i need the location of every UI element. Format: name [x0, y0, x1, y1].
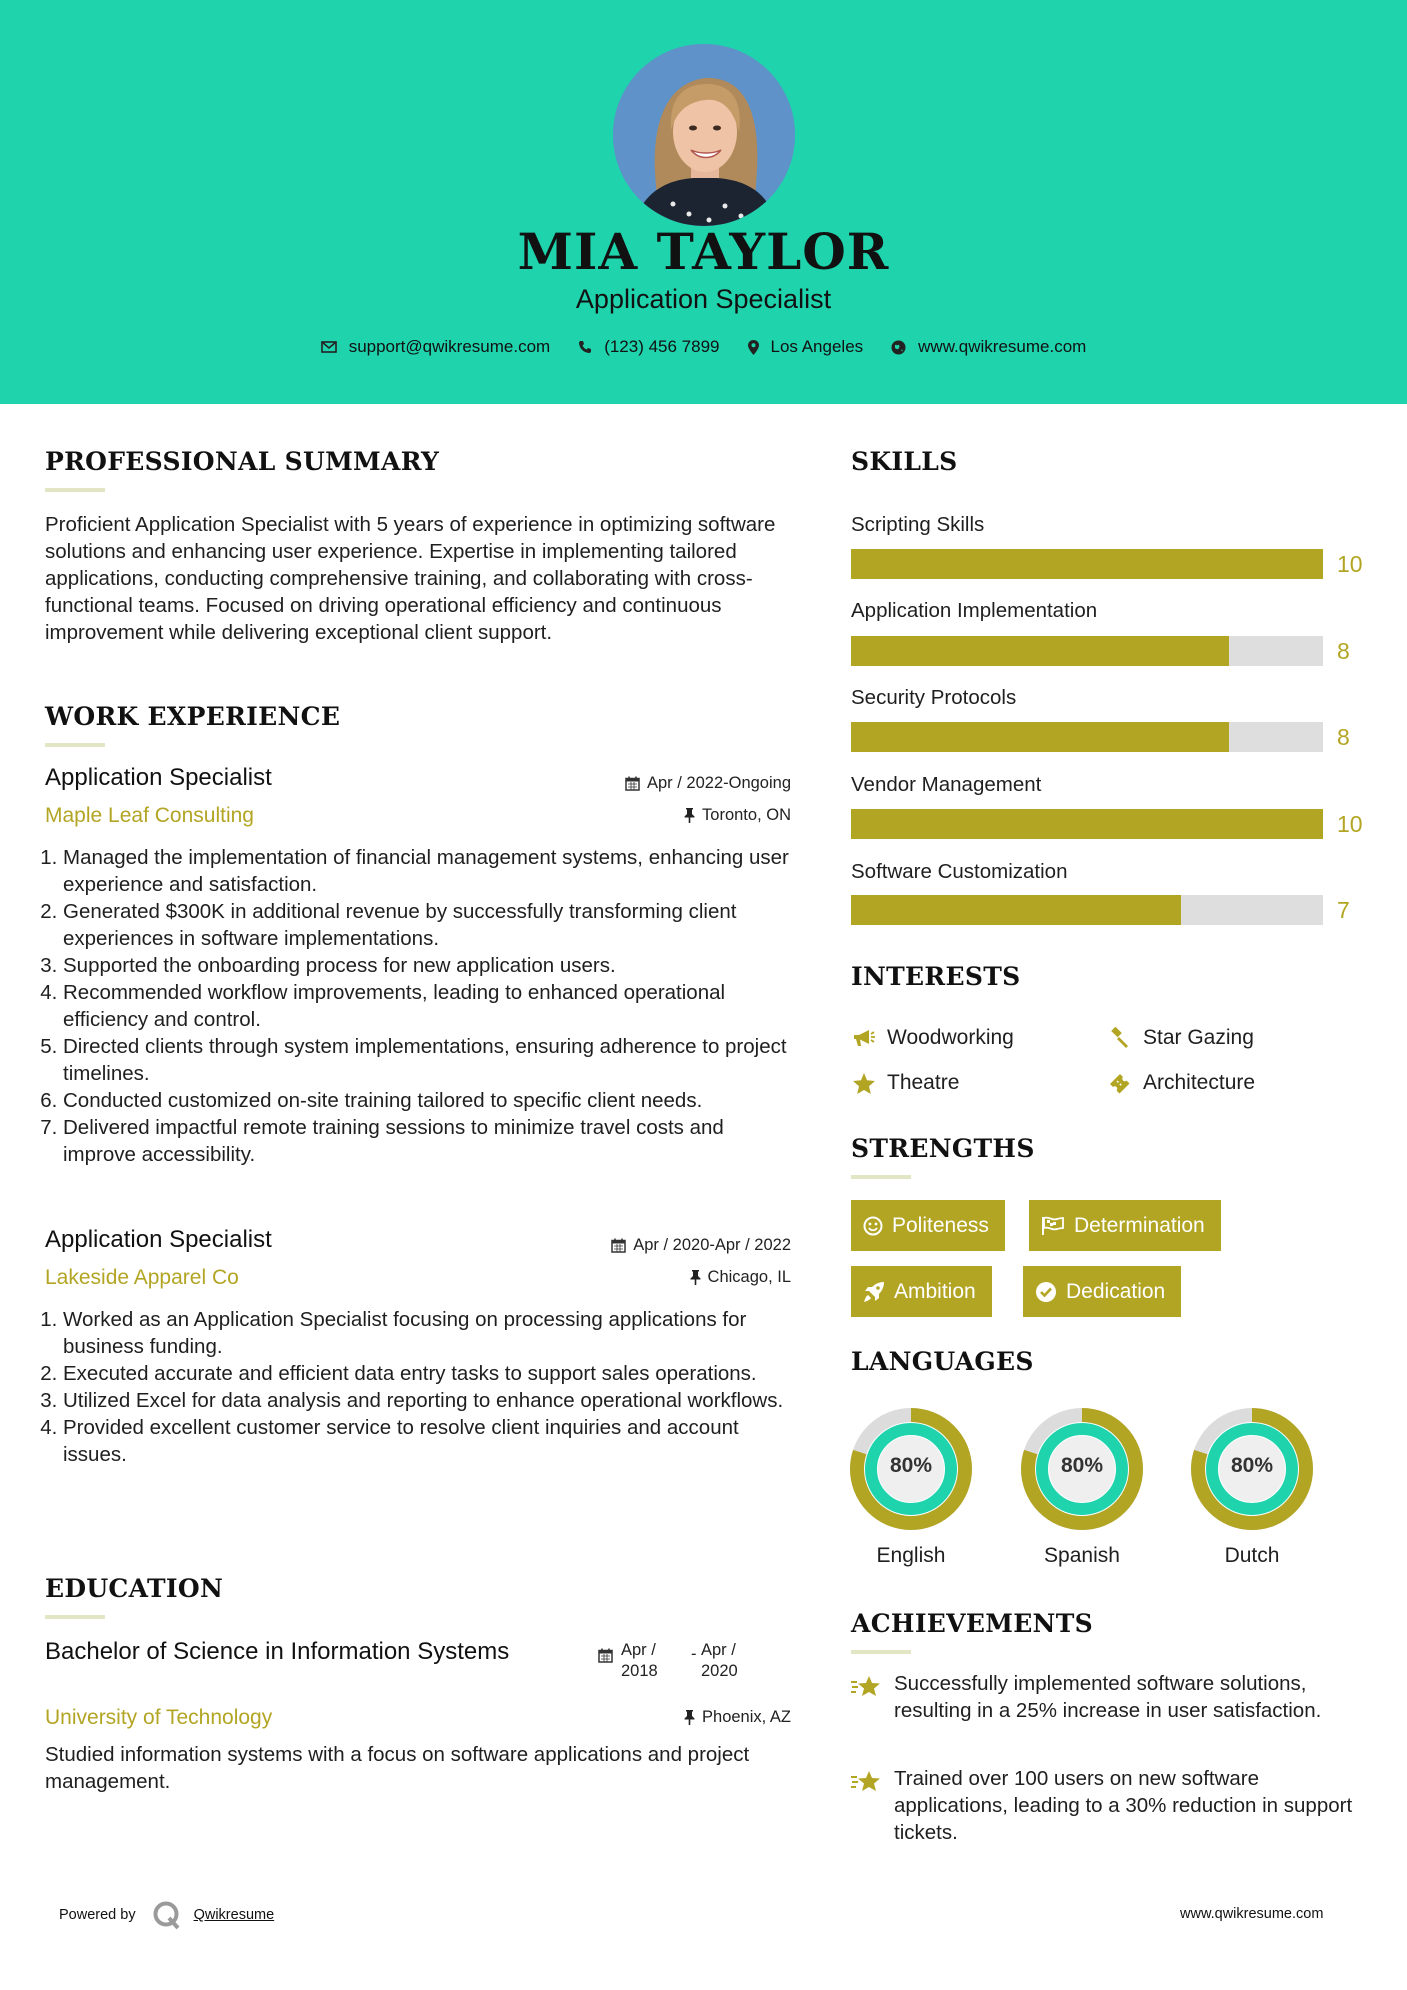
achievements-underline [851, 1650, 911, 1654]
skill-bar [851, 809, 1323, 839]
interest-item [851, 1026, 1014, 1050]
job-title: Application Specialist [45, 764, 272, 791]
achievements-heading: ACHIEVEMENTS [851, 1609, 1093, 1638]
job-location [500, 806, 791, 825]
location-text: Los Angeles [770, 337, 864, 356]
language-ring [850, 1408, 972, 1530]
qwikresume-logo-icon [152, 1900, 182, 1930]
strength-badge [1023, 1266, 1181, 1317]
skill-bar-fill [851, 895, 1181, 925]
language-ring [1021, 1408, 1143, 1530]
calendar-icon [625, 776, 640, 791]
strength-badge [851, 1200, 1005, 1251]
contact-location [748, 337, 864, 357]
website-text: www.qwikresume.com [918, 337, 1087, 356]
education-dates [598, 1640, 738, 1682]
strength-label: Dedication [1066, 1279, 1166, 1303]
interest-label: Architecture [1143, 1071, 1256, 1094]
flag-icon [1041, 1216, 1065, 1236]
shooting-star-icon [849, 1670, 885, 1702]
list-item: 2. Generated $300K in additional revenue by successfully transforming client experiences in software implementations. [63, 898, 795, 952]
list-item: 1. Managed the implementation of financial management systems, enhancing user experience and satisfaction. [63, 844, 795, 898]
interest-label: Star Gazing [1143, 1026, 1254, 1049]
language-percent: 80% [1230, 1454, 1274, 1477]
job-dates-text: Apr / 2022-Ongoing [646, 774, 791, 792]
list-item: 4. Recommended workflow improvements, leading to enhanced operational efficiency and control. [63, 979, 795, 1033]
skill-value: 7 [1337, 897, 1350, 923]
resume-header [0, 0, 1407, 404]
skill-bar-fill [851, 722, 1229, 752]
star-icon [851, 1073, 877, 1094]
footer-url[interactable]: www.qwikresume.com [1180, 1906, 1324, 1922]
achievement-item [849, 1670, 1364, 1724]
list-item: 2. Executed accurate and efficient data entry tasks to support sales operations. [63, 1360, 795, 1387]
strength-badge [1029, 1200, 1221, 1251]
strengths-heading: STRENGTHS [851, 1134, 1035, 1163]
achievement-item [849, 1765, 1364, 1846]
skill-bar-fill [851, 636, 1229, 666]
skill-label: Application Implementation [851, 599, 1098, 622]
school-name: University of Technology [45, 1706, 273, 1729]
strength-label: Determination [1074, 1213, 1205, 1237]
skill-bar-fill [851, 809, 1323, 839]
contact-website[interactable] [891, 337, 1086, 357]
strength-badge [851, 1266, 992, 1317]
pin-icon [684, 1710, 695, 1725]
strength-label: Ambition [894, 1279, 976, 1303]
interest-label: Theatre [887, 1071, 960, 1094]
smile-icon [863, 1216, 883, 1236]
pin-icon [690, 1270, 701, 1285]
envelope-icon [321, 341, 337, 353]
job-dates [500, 774, 791, 793]
job-dates-text: Apr / 2020-Apr / 2022 [633, 1236, 791, 1254]
skill-label: Software Customization [851, 860, 1068, 883]
strength-label: Politeness [892, 1213, 989, 1237]
date-separator: - [691, 1645, 697, 1663]
map-pin-icon [748, 340, 759, 355]
powered-by-label: Powered by [59, 1907, 136, 1923]
list-item: 3. Utilized Excel for data analysis and reporting to enhance operational workflows. [63, 1387, 795, 1414]
skills-heading: SKILLS [851, 447, 958, 476]
candidate-name: MIA TAYLOR [517, 222, 890, 281]
skill-bar [851, 895, 1323, 925]
phone-icon [578, 340, 592, 354]
candidate-title: Application Specialist [575, 284, 832, 314]
summary-underline [45, 488, 105, 492]
education-description: Studied information systems with a focus on software applications and project management. [45, 1743, 750, 1793]
profile-photo [613, 44, 795, 226]
interests-heading: INTERESTS [851, 962, 1021, 991]
summary-heading: PROFESSIONAL SUMMARY [45, 447, 440, 476]
language-percent: 80% [1060, 1454, 1104, 1477]
calendar-icon [598, 1648, 613, 1663]
interest-item [1107, 1071, 1255, 1095]
skill-bar [851, 636, 1323, 666]
education-heading: EDUCATION [45, 1574, 224, 1603]
interest-item [1107, 1026, 1254, 1050]
job-location [500, 1268, 791, 1287]
calendar-icon [611, 1238, 626, 1253]
education-end [691, 1640, 738, 1682]
achievement-text: Trained over 100 users on new software applications, leading to a 30% reduction in support tickets. [894, 1767, 1353, 1844]
language-percent: 80% [889, 1454, 933, 1477]
education-location [500, 1708, 791, 1727]
summary-text: Proficient Application Specialist with 5 years of experience in optimizing software solutions and enhancing user experience. Expertise in implementing tailored applications, conducting comprehensive training, and collaborating with cross-functional teams. Focused on driving operational efficiency and continuous improvement while delivering exceptional client support. [45, 513, 776, 644]
phone-text: (123) 456 7899 [604, 337, 720, 356]
job-title: Application Specialist [45, 1226, 272, 1253]
skill-bar-fill [851, 549, 1323, 579]
pin-icon [684, 808, 695, 823]
skill-label: Scripting Skills [851, 513, 985, 536]
language-name: Dutch [1224, 1544, 1280, 1567]
languages-heading: LANGUAGES [851, 1347, 1034, 1376]
education-location-text: Phoenix, AZ [702, 1708, 791, 1726]
globe-icon [891, 340, 906, 355]
end-month: Apr / [701, 1641, 736, 1659]
end-year: 2020 [701, 1662, 738, 1680]
job-location-text: Toronto, ON [702, 806, 791, 824]
experience-underline [45, 743, 105, 747]
language-ring [1191, 1408, 1313, 1530]
job-location-text: Chicago, IL [707, 1268, 791, 1286]
ticket-icon [1107, 1072, 1133, 1094]
list-item: 1. Worked as an Application Specialist focusing on processing applications for business funding. [63, 1306, 795, 1360]
skill-value: 10 [1337, 551, 1363, 577]
contact-phone[interactable] [578, 337, 719, 357]
rocket-icon [863, 1281, 885, 1303]
language-name: English [876, 1544, 946, 1567]
list-item: 5. Directed clients through system implementations, ensuring adherence to project timelines. [63, 1033, 795, 1087]
check-circle-icon [1035, 1281, 1057, 1303]
skill-value: 8 [1337, 638, 1350, 664]
education-start [621, 1640, 701, 1682]
experience-heading: WORK EXPERIENCE [45, 702, 341, 731]
email-text: support@qwikresume.com [348, 337, 551, 356]
contact-bar [0, 337, 1407, 357]
start-month: Apr / [621, 1641, 656, 1659]
list-item: 4. Provided excellent customer service to resolve client inquiries and account issues. [63, 1414, 795, 1468]
powered-by [59, 1900, 274, 1930]
achievement-text: Successfully implemented software solutions, resulting in a 25% increase in user satisfaction. [894, 1672, 1322, 1722]
shooting-star-icon [849, 1765, 885, 1797]
education-underline [45, 1615, 105, 1619]
job-company: Lakeside Apparel Co [45, 1266, 239, 1289]
job-dates [500, 1236, 791, 1255]
job-responsibilities [35, 844, 795, 1168]
interest-label: Woodworking [887, 1026, 1014, 1049]
job-company: Maple Leaf Consulting [45, 804, 254, 827]
degree-title: Bachelor of Science in Information Systems [45, 1638, 510, 1665]
strengths-underline [851, 1175, 911, 1179]
skill-value: 8 [1337, 724, 1350, 750]
list-item: 7. Delivered impactful remote training sessions to minimize travel costs and improve accessibility. [63, 1114, 795, 1168]
megaphone-icon [851, 1028, 877, 1048]
language-name: Spanish [1044, 1544, 1120, 1567]
skill-bar [851, 549, 1323, 579]
skill-bar [851, 722, 1323, 752]
contact-email[interactable] [321, 337, 551, 357]
start-year: 2018 [621, 1662, 658, 1680]
skill-label: Security Protocols [851, 686, 1017, 709]
list-item: 6. Conducted customized on-site training tailored to specific client needs. [63, 1087, 795, 1114]
skill-value: 10 [1337, 811, 1363, 837]
job-responsibilities [35, 1306, 795, 1468]
interest-item [851, 1071, 959, 1095]
qwikresume-link[interactable]: Qwikresume [193, 1907, 275, 1923]
skill-label: Vendor Management [851, 773, 1042, 796]
list-item: 3. Supported the onboarding process for new application users. [63, 952, 795, 979]
gavel-icon [1107, 1027, 1133, 1049]
